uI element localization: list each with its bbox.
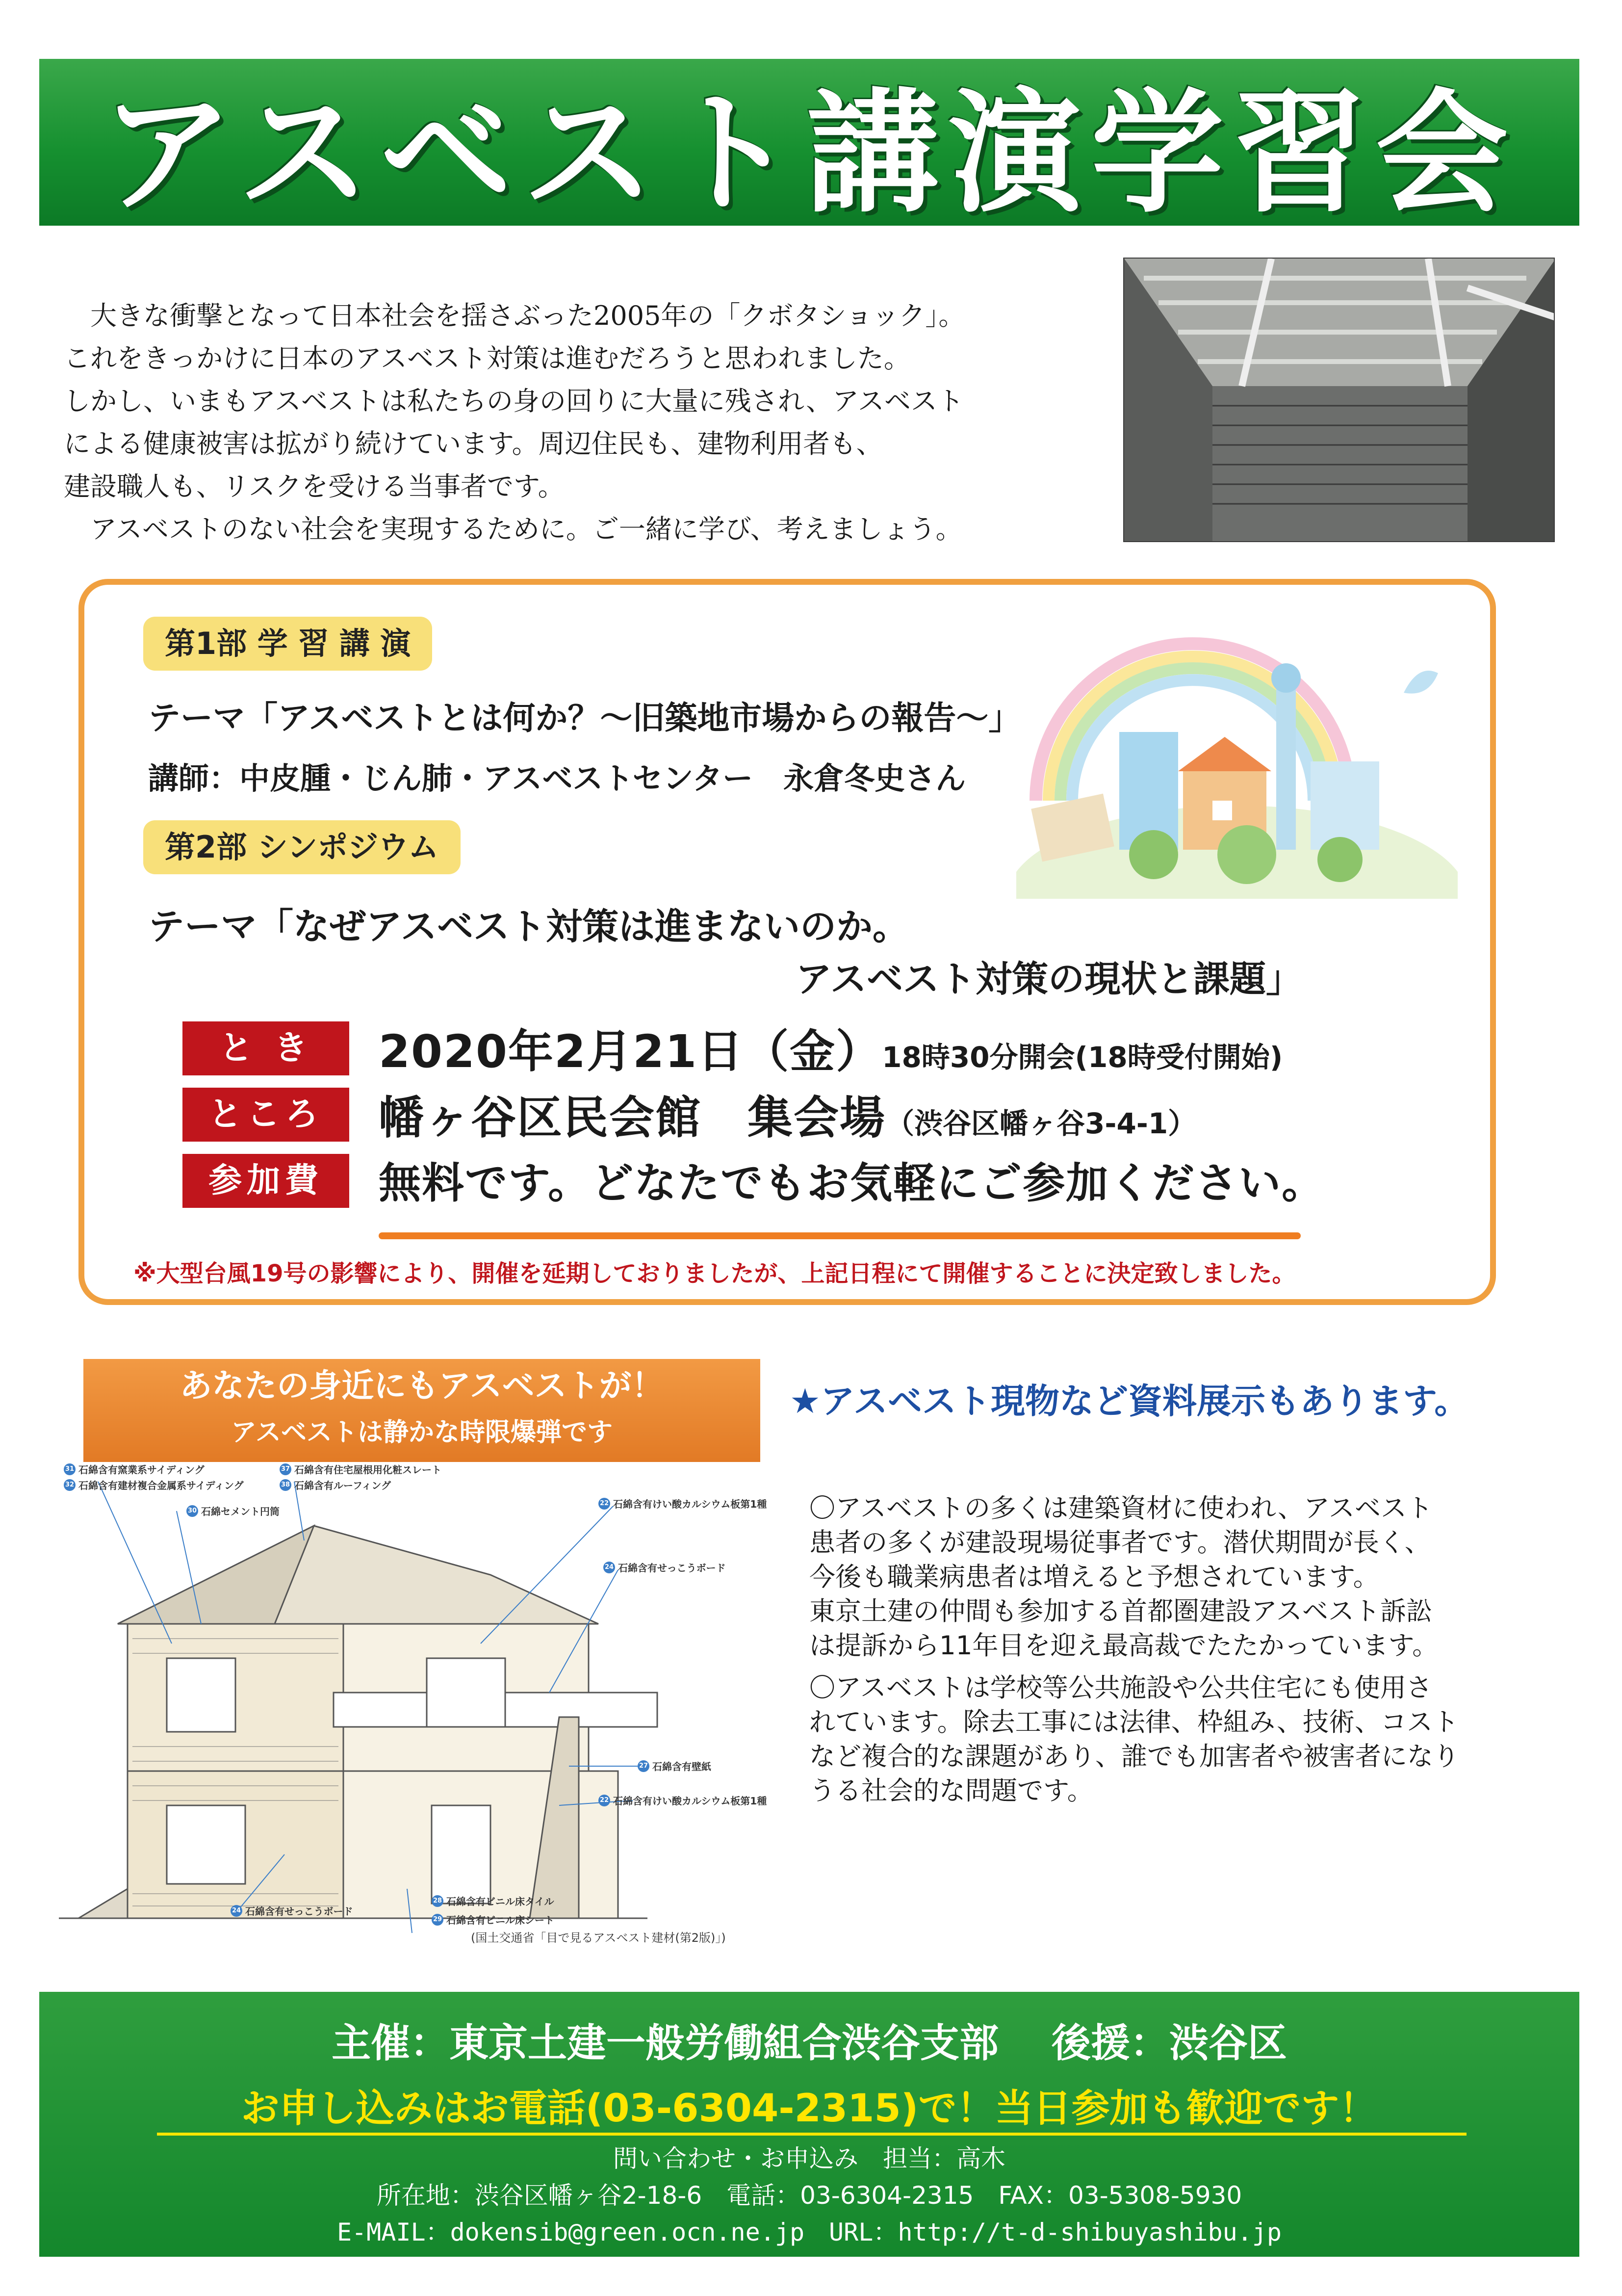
- page-title: アスベスト講演学習会: [101, 76, 1518, 231]
- intro-line: 大きな衝撃となって日本社会を揺さぶった2005年の「クボタショック」。: [64, 300, 965, 331]
- asbestos-ceiling-photo: [1123, 258, 1555, 542]
- side-line: は提訴から11年目を迎え最高裁でたたかっています。: [809, 1631, 1439, 1661]
- house-label: [231, 1904, 353, 1918]
- event-venue-text: 幡ヶ谷区民会館 集会場: [379, 1092, 886, 1144]
- side-line: れています。除去工事には法律、枠組み、技術、コスト: [809, 1707, 1459, 1737]
- event-address: （渋谷区幡ヶ谷3-4-1）: [886, 1107, 1197, 1140]
- label-number: 30: [186, 1505, 198, 1517]
- label-text: 石綿含有せっこうボード: [618, 1562, 726, 1574]
- footer-divider: [157, 2133, 1467, 2136]
- label-text: 石綿含有住宅屋根用化粧スレート: [294, 1464, 441, 1476]
- near-banner-line1: あなたの身近にもアスベストが！: [180, 1367, 664, 1405]
- house-diagram: [59, 1462, 814, 1953]
- label-number: 38: [280, 1479, 291, 1491]
- part2-theme-line1: テーマ「なぜアスベスト対策は進まないのか。: [148, 906, 909, 948]
- side-line: 〇アスベストは学校等公共施設や公共住宅にも使用さ: [809, 1673, 1432, 1703]
- label-text: 石綿含有ビニル床シート: [446, 1914, 554, 1926]
- label-text: 石綿含有けい酸カルシウム板第1種: [613, 1498, 767, 1510]
- house-label: [432, 1894, 554, 1908]
- label-number: 28: [432, 1895, 443, 1907]
- house-label: [432, 1912, 554, 1927]
- label-number: 22: [598, 1795, 610, 1806]
- intro-line: これをきっかけに日本のアスベスト対策は進むだろうと思われました。: [64, 343, 910, 374]
- part1-theme: テーマ「アスベストとは何か？～旧築地市場からの報告～」: [148, 699, 1021, 737]
- event-time: 18時30分開会(18時受付開始): [882, 1041, 1283, 1074]
- label-text: 石綿含有けい酸カルシウム板第1種: [613, 1795, 767, 1807]
- house-label: [64, 1478, 244, 1492]
- label-text: 石綿含有ルーフィング: [294, 1480, 391, 1491]
- label-text: 石綿含有壁紙: [652, 1761, 711, 1773]
- part2-label: 第2部 シンポジウム: [143, 820, 461, 874]
- paragraph-gap: [809, 1663, 1555, 1671]
- side-line: うる社会的な問題です。: [809, 1776, 1093, 1806]
- label-number: 29: [432, 1914, 443, 1926]
- fee-badge: 参加費: [182, 1154, 349, 1208]
- when-badge: と き: [182, 1021, 349, 1075]
- label-text: 石綿含有せっこうボード: [245, 1905, 353, 1917]
- contact-email-url: E-MAIL：dokensib@green.ocn.ne.jp URL：http://t-d-shibuyashibu.jp: [336, 2218, 1282, 2246]
- label-number: 31: [64, 1463, 76, 1475]
- contact-address: 所在地：渋谷区幡ヶ谷2-18-6 電話：03-6304-2315 FAX：03-5308-5930: [376, 2181, 1242, 2210]
- side-line: 東京土建の仲間も参加する首都圏建設アスベスト訴訟: [809, 1596, 1432, 1626]
- ceiling-illustration: [1124, 259, 1555, 542]
- sponsor-line: 主催：東京土建一般労働組合渋谷支部 後援：渋谷区: [332, 2020, 1287, 2066]
- label-text: 石綿含有建材複合金属系サイディング: [78, 1480, 244, 1491]
- house-label: [598, 1496, 767, 1511]
- label-text: 石綿含有ビニル床タイル: [446, 1896, 554, 1907]
- fee-underline: [379, 1232, 1301, 1239]
- house-label: [638, 1759, 711, 1773]
- intro-line: しかし、いまもアスベストは私たちの身の回りに大量に残され、アスベスト: [64, 386, 964, 417]
- intro-line: による健康被害は拡がり続けています。周辺住民も、建物利用者も、: [64, 428, 883, 459]
- house-diagram-source: (国土交通省「目で見るアスベスト建材(第2版)」): [471, 1931, 726, 1945]
- side-description: [809, 1491, 1555, 1808]
- near-asbestos-banner: [83, 1359, 760, 1462]
- part1-label: 第1部 学 習 講 演: [143, 617, 432, 671]
- label-number: 24: [231, 1905, 242, 1917]
- house-label: [603, 1560, 726, 1574]
- label-number: 27: [638, 1760, 649, 1772]
- label-text: 石綿セメント円筒: [201, 1506, 280, 1517]
- where-badge: ところ: [182, 1088, 349, 1142]
- side-line: など複合的な課題があり、誰でも加害者や被害者になり: [809, 1742, 1459, 1772]
- house-label: [64, 1462, 205, 1476]
- label-number: 32: [64, 1479, 76, 1491]
- label-number: 37: [280, 1463, 291, 1475]
- footer-banner: [39, 1992, 1579, 2257]
- event-date-text: 2020年2月21日（金）: [379, 1025, 882, 1078]
- intro-text: [64, 294, 1104, 550]
- side-line: 〇アスベストの多くは建築資材に使われ、アスベスト: [809, 1493, 1433, 1523]
- exhibit-notice: ★アスベスト現物など資料展示もあります。: [790, 1381, 1469, 1421]
- event-date: [379, 1016, 1283, 1080]
- label-text: 石綿含有窯業系サイディング: [78, 1464, 205, 1476]
- house-illustration: [59, 1462, 814, 1953]
- intro-line: アスベストのない社会を実現するために。ご一緒に学び、考えましょう。: [64, 514, 962, 545]
- label-number: 24: [603, 1562, 615, 1573]
- side-line: 患者の多くが建設現場従事者です。潜伏期間が長く、: [809, 1528, 1431, 1558]
- postponement-notice: ※大型台風19号の影響により、開催を延期しておりましたが、上記日程にて開催することに決定致しました。: [133, 1260, 1296, 1287]
- house-label: [280, 1478, 391, 1492]
- part2-theme-line2: アスベスト対策の現状と課題」: [796, 958, 1303, 1000]
- apply-line: お申し込みはお電話(03-6304-2315)で！当日参加も歓迎です！: [241, 2087, 1378, 2131]
- near-banner-line2: アスベストは静かな時限爆弾です: [231, 1418, 613, 1447]
- event-info-box: [78, 579, 1496, 1305]
- house-label: [186, 1504, 280, 1518]
- title-banner: [39, 59, 1579, 231]
- city-illustration: [1016, 624, 1458, 899]
- contact-line: 問い合わせ・お申込み 担当：高木: [613, 2144, 1005, 2173]
- fee-text: 無料です。どなたでもお気軽にご参加ください。: [379, 1159, 1325, 1208]
- event-venue: [379, 1082, 1196, 1147]
- part1-lecturer: 講師：中皮腫・じん肺・アスベストセンター 永倉冬史さん: [148, 760, 966, 796]
- side-line: 今後も職業病患者は増えると予想されています。: [809, 1562, 1379, 1592]
- house-label: [598, 1793, 767, 1807]
- house-label: [280, 1462, 441, 1476]
- intro-line: 建設職人も、リスクを受ける当事者です。: [64, 471, 565, 502]
- label-number: 22: [598, 1498, 610, 1510]
